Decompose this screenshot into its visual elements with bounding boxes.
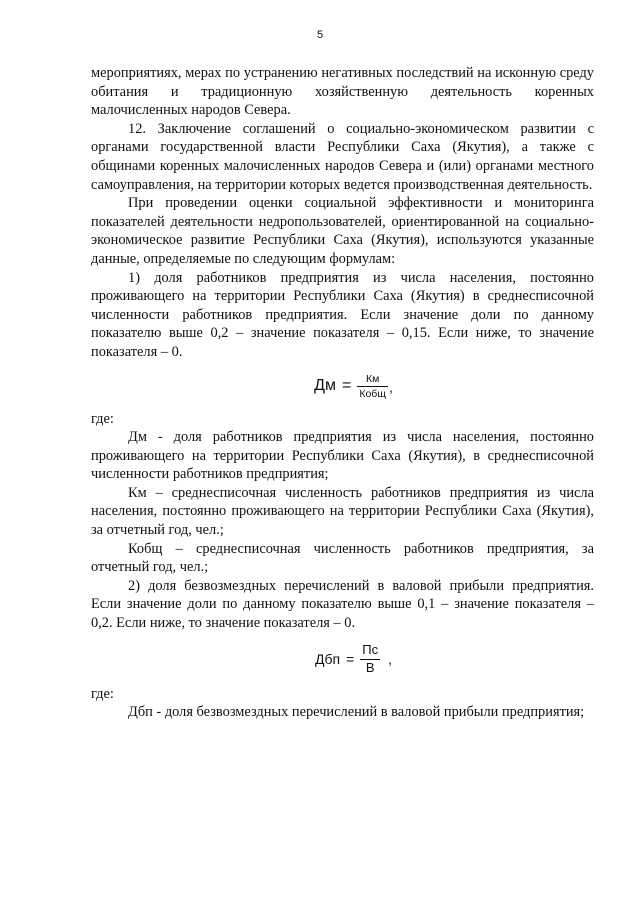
formula-dbp-denominator: В [365, 660, 375, 676]
formula-dbp-numerator: Пс [362, 642, 379, 658]
where-label-2: где: [91, 685, 114, 702]
formula-dbp-fraction [360, 643, 380, 676]
definition-kobsch: Кобщ – среднесписочная численность работников предприятия, за отчетный год, чел.; [91, 540, 594, 576]
paragraph-intro-formulas: При проведении оценки социальной эффективности и мониторинга показателей деятельности недропользователей, ориентированной на социально-экономическое развитие Республики Саха (Якутия), используются указанные данные, определяемые по следующим формулам: [91, 195, 594, 267]
paragraph-item-12: 12. Заключение соглашений о социально-экономическом развитии с органами государственной власти Республики Саха (Якутия), а также с общинами коренных малочисленных народов Севера и (или) органами местного самоуправления, на территории которых ведется производственная деятельность. [91, 120, 594, 193]
definition-dm: Дм - доля работников предприятия из числа населения, постоянно проживающего на территории Республики Саха (Якутия), в среднесписочной численности работников предприятия; [91, 429, 594, 483]
formula-dm-comma: , [388, 378, 393, 395]
document-body [91, 64, 594, 722]
formula-dm-lhs: Дм [314, 377, 336, 395]
where-label-1: где: [91, 410, 114, 427]
paragraph-continuation: мероприятиях, мерах по устранению негативных последствий на исконную среду обитания и традиционную хозяйственную деятельность коренных малочисленных народов Севера. [91, 65, 594, 119]
page-number: 5 [316, 29, 324, 41]
paragraph-indicator-1: 1) доля работников предприятия из числа населения, постоянно проживающего на территории Республики Саха (Якутия) в среднесписочной численности работников предприятия. Если значение доли по данному показателю выше 0,2 – значение показателя – 0,15. Если ниже, то значение показателя – 0. [91, 269, 594, 360]
formula-dbp-comma: , [388, 651, 392, 668]
formula-dbp-lhs: Дбп [314, 651, 341, 668]
formula-dbp-equals: = [346, 651, 355, 668]
formula-dbp [113, 637, 594, 683]
paragraph-indicator-2: 2) доля безвозмездных перечислений в валовой прибыли предприятия. Если значение доли по данному показателю выше 0,1 – значение показателя – 0,2. Если ниже, то значение показателя – 0. [91, 577, 594, 632]
formula-dm [113, 366, 594, 408]
fraction-bar [357, 386, 388, 387]
definition-dbp: Дбп - доля безвозмездных перечислений в валовой прибыли предприятия; [128, 704, 585, 721]
formula-dm-fraction [357, 373, 388, 400]
definition-km: Км – среднесписочная численность работников предприятия из числа населения, постоянно проживающего на территории Республики Саха (Якутия), за отчетный год, чел.; [91, 484, 594, 539]
formula-dm-numerator: Км [365, 372, 380, 385]
formula-dm-denominator: Кобщ [359, 388, 386, 400]
formula-dm-equals: = [342, 377, 352, 395]
